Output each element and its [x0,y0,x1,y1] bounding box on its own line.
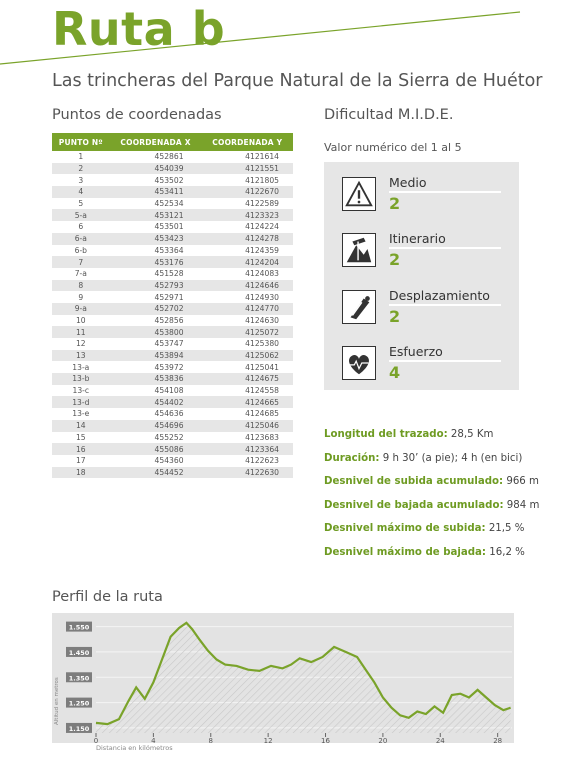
cell-x: 453423 [110,233,202,245]
table-row [52,467,293,479]
stat-label: Desnivel de subida acumulado: [324,476,504,488]
coords-heading: Puntos de coordenadas [52,107,222,123]
x-tick-label: 4 [151,737,156,745]
x-axis-label: Distancia en kilómetros [96,744,173,752]
mide-value: 2 [389,194,401,213]
table-row [52,174,293,186]
cell-point: 1 [78,152,84,162]
mide-heading: Dificultad M.I.D.E. [324,107,454,123]
cell-point: 9-a [52,303,110,315]
x-tick-label: 24 [435,737,445,745]
col-header-point: PUNTO Nº [52,133,110,151]
table-row [52,338,293,350]
mide-row-medio [324,175,519,223]
x-tick-label: 28 [493,737,503,745]
cell-y: 4124359 [245,245,279,255]
cell-point: 13-c [72,386,90,396]
stat-label: Desnivel de bajada acumulado: [324,499,504,511]
table-row [52,303,293,315]
stat-descent [324,500,539,524]
mide-panel [324,162,519,390]
cell-y: 4125041 [245,362,279,372]
y-tick-label: 1.150 [68,724,90,733]
cell-point: 6-b [74,245,88,255]
cell-y: 4123364 [202,443,293,455]
cell-x: 453836 [110,373,202,385]
mide-row-desplazamiento [324,288,519,336]
cell-point: 6 [78,222,84,232]
stat-value: 9 h 30’ (a pie); 4 h (en bici) [382,452,523,464]
y-axis-label: Altitud en metros [54,677,60,725]
cell-x: 454039 [110,163,202,175]
mide-value: 2 [389,250,401,269]
cell-y: 4124278 [202,233,293,245]
cell-x: 453800 [110,326,202,338]
cell-y: 4124630 [245,315,279,325]
cell-y: 4124224 [245,222,279,232]
cell-y: 4124083 [245,269,279,279]
cell-point: 7-a [74,269,87,279]
stat-value: 28,5 Km [450,429,494,440]
cell-x: 453747 [154,339,184,349]
mide-bar [389,360,501,362]
cell-point: 3 [78,175,84,185]
cell-y: 4121551 [202,163,293,175]
heart-icon [342,346,376,380]
cell-point: 9 [78,292,84,302]
cell-x: 454108 [154,386,184,396]
col-header-x: COORDENADA X [110,133,202,151]
stat-max-ascent [324,523,539,547]
table-row [52,396,293,408]
cell-x: 452534 [154,199,184,209]
coords-body [52,151,293,478]
table-row [52,280,293,292]
cell-y: 4125046 [202,420,293,432]
cell-x: 452861 [154,152,184,162]
cell-point: 14 [52,420,110,432]
x-tick-label: 12 [263,737,273,745]
x-tick-label: 8 [208,737,213,745]
table-row [52,268,293,280]
cell-y: 4125062 [202,350,293,362]
cell-y: 4125380 [245,339,279,349]
stat-value: 984 m [506,499,540,511]
stat-value: 966 m [506,476,539,488]
cell-x: 454452 [110,467,202,479]
mide-scale-label: Valor numérico del 1 al 5 [324,141,462,154]
table-row [52,233,293,245]
y-tick-label: 1.350 [68,674,90,683]
cell-x: 452971 [154,292,184,302]
stat-length [324,429,539,453]
mide-value: 4 [389,363,401,382]
cell-x: 453364 [154,245,184,255]
cell-x: 454696 [110,420,202,432]
table-row [52,221,293,233]
table-row [52,186,293,198]
cell-point: 11 [52,326,110,338]
boot-icon [342,290,376,324]
profile-chart [52,613,514,755]
x-tick-label: 0 [93,737,99,745]
cell-point: 16 [52,443,110,455]
mide-label: Medio [389,175,427,190]
cell-point: 13-a [72,362,90,372]
cell-point: 12 [75,339,86,349]
cell-point: 2 [52,163,110,175]
stat-value: 16,2 % [489,546,525,558]
cell-y: 4124204 [202,256,293,268]
cell-point: 15 [75,432,86,442]
cell-point: 6-a [52,233,110,245]
stat-ascent [324,476,539,500]
cell-point: 10 [75,315,86,325]
profile-heading: Perfil de la ruta [52,589,163,605]
cell-x: 454636 [154,409,184,419]
route-stats [324,429,539,571]
cell-y: 4121614 [245,152,279,162]
stat-value: 21,5 % [488,523,525,535]
table-row [52,256,293,268]
cell-point: 13-b [52,373,110,385]
y-tick-label: 1.550 [68,623,90,632]
cell-y: 4122670 [202,186,293,198]
table-row [52,291,293,303]
mide-bar [389,304,501,306]
page-subtitle: Las trincheras del Parque Natural de la Sierra de Huétor [52,71,543,91]
stat-label: Desnivel máximo de subida: [324,523,486,535]
cell-x: 453894 [110,350,202,362]
cell-point: 5 [78,199,84,209]
cell-point: 18 [52,467,110,479]
page-title: Ruta b [52,2,226,56]
cell-y: 4125072 [202,326,293,338]
table-row [52,198,293,210]
cell-point: 5-a [52,209,110,221]
mide-row-itinerario [324,231,519,279]
mide-label: Desplazamiento [389,288,490,303]
signpost-icon [342,233,376,267]
table-row [52,443,293,455]
cell-y: 4124675 [202,373,293,385]
warning-triangle-icon [342,177,376,211]
cell-point: 13-e [72,409,90,419]
table-row [52,245,293,257]
stat-label: Duración: [324,452,380,464]
cell-y: 4124646 [202,280,293,292]
cell-x: 453121 [110,209,202,221]
y-tick-label: 1.250 [68,699,90,708]
cell-x: 453502 [154,175,184,185]
col-header-y: COORDENADA Y [202,133,293,151]
coords-table [52,133,293,478]
table-row [52,455,293,467]
cell-point: 4 [52,186,110,198]
cell-x: 451528 [154,269,184,279]
table-row [52,373,293,385]
elevation-profile [52,613,514,755]
cell-y: 4122623 [245,456,279,466]
table-row [52,385,293,397]
cell-point: 7 [52,256,110,268]
cell-x: 453972 [154,362,184,372]
cell-y: 4124665 [202,396,293,408]
cell-x: 452702 [110,303,202,315]
cell-y: 4123683 [245,432,279,442]
cell-x: 455086 [110,443,202,455]
x-tick-label: 16 [321,737,330,745]
stat-duration [324,453,539,477]
cell-y: 4124685 [245,409,279,419]
mide-label: Itinerario [389,231,446,246]
cell-y: 4122630 [202,467,293,479]
cell-x: 453411 [110,186,202,198]
table-row [52,350,293,362]
table-row [52,151,293,163]
cell-point: 17 [75,456,86,466]
table-row [52,361,293,373]
cell-point: 8 [52,280,110,292]
cell-y: 4124558 [245,386,279,396]
stat-label: Longitud del trazado: [324,429,448,440]
cell-x: 455252 [154,432,184,442]
cell-y: 4124770 [202,303,293,315]
mide-bar [389,247,501,249]
cell-point: 13-d [52,396,110,408]
table-row [52,408,293,420]
cell-y: 4122589 [245,199,279,209]
coords-header-row [52,133,293,151]
table-row [52,420,293,432]
y-tick-label: 1.450 [68,648,90,657]
cell-x: 453176 [110,256,202,268]
cell-point: 13 [52,350,110,362]
mide-label: Esfuerzo [389,344,443,359]
mide-bar [389,191,501,193]
cell-x: 453501 [154,222,184,232]
cell-x: 454402 [110,396,202,408]
table-row [52,315,293,327]
stat-label: Desnivel máximo de bajada: [324,546,487,558]
table-row [52,432,293,444]
mide-row-esfuerzo [324,344,519,392]
stat-max-descent [324,547,539,571]
cell-y: 4124930 [245,292,279,302]
cell-y: 4121805 [245,175,279,185]
table-row [52,209,293,221]
x-tick-label: 20 [378,737,388,745]
cell-y: 4123323 [202,209,293,221]
table-row [52,163,293,175]
mide-value: 2 [389,307,401,326]
cell-x: 452856 [154,315,184,325]
table-row [52,326,293,338]
cell-x: 452793 [110,280,202,292]
cell-x: 454360 [154,456,184,466]
